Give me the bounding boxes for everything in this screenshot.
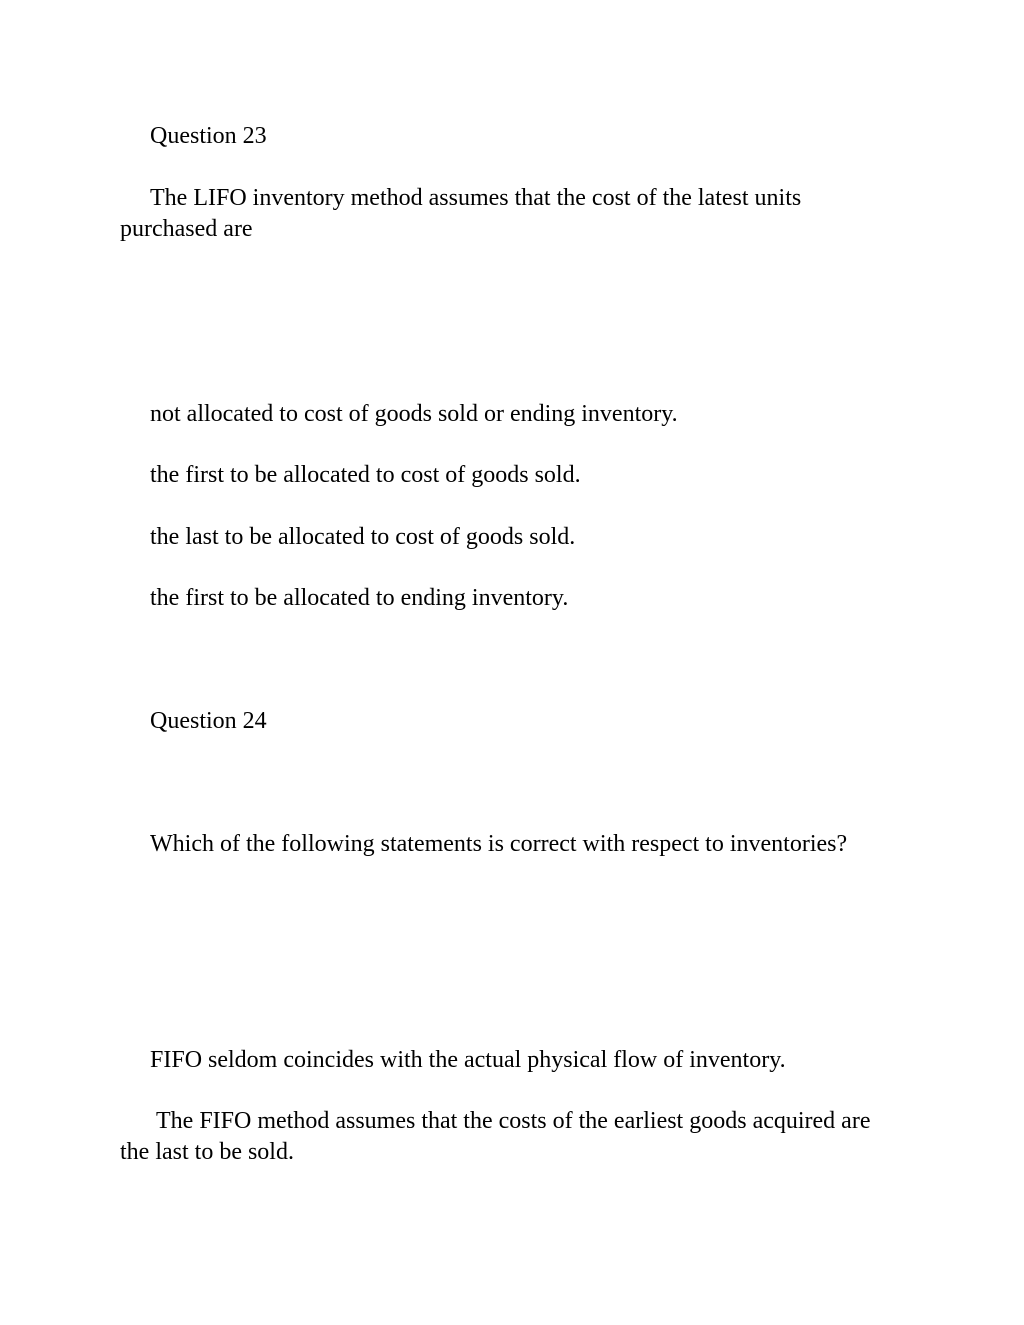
question-23-option-2: the first to be allocated to cost of goods sold.: [150, 462, 581, 488]
question-24-option-1: FIFO seldom coincides with the actual physical flow of inventory.: [150, 1047, 786, 1073]
question-23-heading: Question 23: [150, 123, 267, 149]
question-24-option-2: The FIFO method assumes that the costs of the earliest goods acquired are the last to be sold.: [120, 1108, 877, 1165]
question-24-prompt: Which of the following statements is correct with respect to inventories?: [150, 831, 848, 857]
question-23-option-1: not allocated to cost of goods sold or ending inventory.: [150, 401, 678, 427]
question-23-option-4: the first to be allocated to ending inventory.: [150, 585, 569, 611]
question-23-prompt: The LIFO inventory method assumes that the cost of the latest units purchased are: [120, 185, 802, 242]
question-24-heading: Question 24: [150, 708, 267, 734]
question-23-option-3: the last to be allocated to cost of goods sold.: [150, 524, 576, 550]
